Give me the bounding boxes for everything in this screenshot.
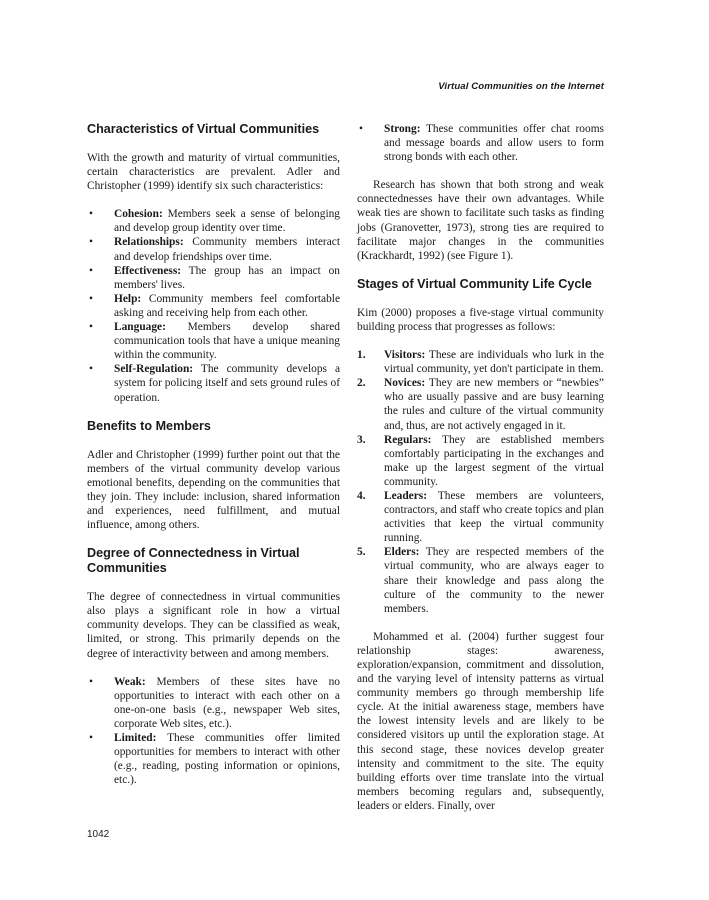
list-item-number: 5. [357, 546, 366, 559]
paragraph-research: Research has shown that both strong and weak connectednesses have their own advantages. While weak ties are shown to facilitate such tasks as finding jobs (Granovetter, 1973), strong ties are required to facilitate major changes in the communities (Krackhardt, 1992) (see Figure 1). [357, 179, 604, 262]
right-column [357, 122, 604, 827]
list-item-term: Effectiveness: [114, 264, 182, 277]
list-item-text: They are respected members of the virtual community, who are always eager to share their knowledge and pass along the culture of the community to the newer members. [384, 546, 604, 615]
list-item [87, 264, 340, 292]
left-column [87, 122, 340, 801]
section-title-stages: Stages of Virtual Community Life Cycle [357, 276, 592, 291]
list-item-term: Leaders: [384, 489, 428, 502]
paragraph-characteristics-intro: With the growth and maturity of virtual communities, certain characteristics are prevalent. Adler and Christopher (1999) identify six such characteristics: [87, 152, 340, 193]
list-item-term: Novices: [384, 377, 426, 390]
section-title-connectedness: Degree of Connectedness in Virtual Communities [87, 546, 300, 576]
list-item [357, 433, 604, 489]
list-item-text: The community develops a system for policing itself and sets ground rules of operation. [114, 363, 340, 404]
characteristics-list [87, 207, 340, 404]
list-item [357, 489, 604, 545]
list-item-term: Cohesion: [114, 208, 163, 221]
list-item-term: Elders: [384, 546, 420, 559]
list-item [357, 545, 604, 615]
connectedness-list-continued [357, 122, 604, 164]
stages-list [357, 348, 604, 616]
list-item-term: Regulars: [384, 433, 432, 446]
list-item [87, 362, 340, 404]
bullet-icon: • [359, 123, 363, 135]
list-item-number: 1. [357, 349, 366, 362]
running-header: Virtual Communities on the Internet [438, 81, 604, 92]
paragraph-benefits: Adler and Christopher (1999) further point out that the members of the virtual community develop various emotional benefits, depending on the communities that they join. They include: inclusion, shared information and experiences, need fulfillment, and mutual influence, among others. [87, 448, 340, 532]
list-item [87, 320, 340, 362]
list-item-text: These communities offer chat rooms and message boards and allow users to form strong bonds with each other. [384, 123, 604, 164]
list-item [87, 292, 340, 320]
page-number: 1042 [87, 829, 110, 840]
section-title-benefits: Benefits to Members [87, 418, 211, 433]
bullet-icon: • [89, 236, 93, 249]
list-item [87, 235, 340, 263]
paragraph-connectedness: The degree of connectedness in virtual communities also plays a significant role in how a virtual community develops. They can be classified as weak, limited, or strong. This primarily depends on the degree of interactivity between and among members. [87, 591, 340, 660]
list-item-text: Members seek a sense of belonging and develop group identity over time. [114, 208, 340, 235]
list-item [357, 348, 604, 376]
list-item-term: Limited: [114, 732, 157, 744]
list-item-text: Members of these sites have no opportunities to interact with each other on a one-on-one basis (e.g., newspaper Web sites, corporate Web sites, etc.). [114, 675, 340, 730]
list-item-term: Language: [114, 321, 166, 334]
list-item [357, 376, 604, 432]
list-item-text: Community members feel comfortable asking and receiving help from each other. [114, 292, 340, 319]
bullet-icon: • [89, 321, 93, 334]
bullet-icon: • [89, 675, 93, 688]
list-item-text: Members develop shared communication tools that have a unique meaning within the community. [114, 321, 340, 362]
list-item-term: Visitors: [384, 349, 426, 362]
list-item-text: These members are volunteers, contractors, and staff who create topics and plan activities that keep the virtual community running. [384, 489, 604, 545]
bullet-icon: • [89, 292, 93, 305]
list-item-text: The group has an impact on members' lives. [114, 264, 340, 291]
list-item-text: These are individuals who lurk in the virtual community, yet don't participate in them. [384, 349, 604, 376]
list-item [87, 731, 340, 787]
bullet-icon: • [89, 208, 93, 221]
list-item [357, 122, 604, 164]
list-item-text: These communities offer limited opportunities for members to interact with other (e.g., reading, posting information or opinions, etc.). [114, 732, 340, 787]
list-item-number: 4. [357, 489, 366, 502]
section-title-characteristics: Characteristics of Virtual Communities [87, 122, 320, 136]
list-item-text: They are established members comfortably participating in the exchanges and make up the largest segment of the virtual community. [384, 433, 604, 488]
list-item-term: Relationships: [114, 236, 184, 249]
bullet-icon: • [89, 264, 93, 277]
paragraph-stages-intro: Kim (2000) proposes a five-stage virtual community building process that progresses as follows: [357, 306, 604, 333]
list-item-number: 3. [357, 433, 366, 446]
list-item-text: They are new members or “newbies” who are usually passive and are busy learning the rules and culture of the virtual community and, thus, are not actively engaged in it. [384, 377, 604, 432]
list-item-term: Self-Regulation: [114, 363, 194, 376]
list-item-term: Help: [114, 292, 142, 305]
paragraph-mohammed: Mohammed et al. (2004) further suggest four relationship stages: awareness, exploration/expansion, commitment and dissolution, and the varying level of intensity patterns as virtual community members go through membership life cycle. At the initial awareness stage, members have the lowest intensity levels and are likely to be considered visitors up until the exploration stage. At this second stage, these novices develop greater intensity and commitment to the site. The equity building efforts over time translate into the virtual members becoming regulars and, subsequently, leaders or elders. Finally, over [357, 630, 604, 812]
list-item-text: Community members interact and develop friendships over time. [114, 236, 340, 263]
list-item-term: Strong: [384, 123, 421, 135]
list-item [87, 675, 340, 731]
list-item [87, 207, 340, 235]
connectedness-list [87, 675, 340, 788]
list-item-number: 2. [357, 377, 366, 390]
list-item-term: Weak: [114, 675, 146, 688]
bullet-icon: • [89, 732, 93, 744]
bullet-icon: • [89, 363, 93, 376]
